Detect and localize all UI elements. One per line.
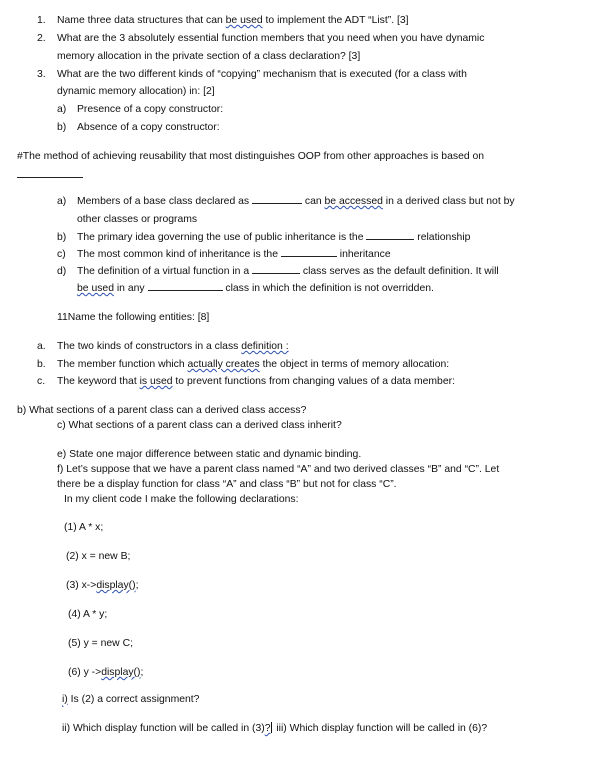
question-f-line1: f) Let’s suppose that we have a parent class named “A” and two derived classes “B” and “C”. Let: [57, 464, 500, 475]
q11-title: 11Name the following entities: [8]: [57, 312, 210, 323]
q11-a-underlined: definition :: [241, 341, 289, 352]
q11-a-text: The two kinds of constructors in a class definition :: [57, 341, 289, 352]
question-ii-iii: ii) Which display function will be called in (3)? iii) Which display function will be called in (6)?: [62, 723, 488, 734]
fill-d-underlined: be used: [77, 283, 114, 294]
q11-c-mark: c.: [37, 376, 46, 387]
question-b: b) What sections of a parent class can a derived class access?: [17, 405, 307, 416]
q3-line1: What are the two different kinds of “copying” mechanism that is executed (for a class with: [57, 69, 467, 80]
q1-underlined: be used: [225, 15, 263, 26]
question-f-line2: there be a display function for class “A” and class “B” but not for class “C”.: [57, 479, 397, 490]
fill-d-mark: d): [57, 266, 67, 277]
q11-c-text: The keyword that is used to prevent functions from changing values of a data member:: [57, 376, 455, 387]
q3-a-text: Presence of a copy constructor:: [77, 104, 224, 115]
fill-d-blank1: [252, 265, 300, 274]
fill-b-blank: [366, 231, 414, 240]
q11-a-mark: a.: [37, 341, 46, 352]
fill-c-blank: [281, 248, 337, 257]
question-e: e) State one major difference between static and dynamic binding.: [57, 449, 362, 460]
fill-d-blank2: [148, 282, 223, 291]
q11-c-underlined: is used: [139, 376, 173, 387]
question-ii-underlined: ?: [264, 723, 271, 734]
fill-c-text: The most common kind of inheritance is the inheritance: [77, 249, 391, 260]
fill-a-underlined: be accessed: [324, 196, 383, 207]
q11-b-underlined: actually creates: [187, 359, 260, 370]
question-i: i) Is (2) a correct assignment?: [62, 694, 200, 705]
oop-question: #The method of achieving reusability that most distinguishes OOP from other approaches is based on: [17, 151, 485, 162]
fill-a-blank: [252, 195, 302, 204]
q2-number: 2.: [37, 33, 46, 44]
code-line-4: (4) A * y;: [68, 609, 108, 620]
q11-b-mark: b.: [37, 359, 46, 370]
code-line-6: (6) y ->display();: [68, 667, 144, 678]
q2-line2: memory allocation in the private section of a class declaration? [3]: [57, 51, 361, 62]
fill-a-line2: other classes or programs: [77, 214, 198, 225]
code-line-2: (2) x = new B;: [66, 551, 131, 562]
fill-c-mark: c): [57, 249, 66, 260]
fill-d-line2: be used in any class in which the definition is not overridden.: [77, 283, 434, 294]
fill-b-mark: b): [57, 232, 67, 243]
q1-text: Name three data structures that can be used to implement the ADT “List”. [3]: [57, 15, 409, 26]
question-c: c) What sections of a parent class can a derived class inherit?: [57, 420, 342, 431]
q11-b-text: The member function which actually creates the object in terms of memory allocation:: [57, 359, 450, 370]
oop-answer-blank: [17, 177, 83, 178]
code-line-3: (3) x->display();: [66, 580, 139, 591]
fill-a-line1: Members of a base class declared as can be accessed in a derived class but not by: [77, 196, 515, 207]
code-line-1: (1) A * x;: [64, 522, 104, 533]
fill-b-text: The primary idea governing the use of public inheritance is the relationship: [77, 232, 471, 243]
q3-b-text: Absence of a copy constructor:: [77, 122, 220, 133]
question-f-line3: In my client code I make the following declarations:: [64, 494, 299, 505]
question-i-mark: i): [62, 694, 68, 705]
fill-a-mark: a): [57, 196, 67, 207]
code-line-3-underlined: display(): [96, 580, 136, 591]
q2-line1: What are the 3 absolutely essential function members that you need when you have dynamic: [57, 33, 485, 44]
q3-a-mark: a): [57, 104, 67, 115]
fill-d-line1: The definition of a virtual function in a class serves as the default definition. It will: [77, 266, 499, 277]
q3-number: 3.: [37, 69, 46, 80]
q3-line2: dynamic memory allocation) in: [2]: [57, 86, 215, 97]
q3-b-mark: b): [57, 122, 67, 133]
code-line-5: (5) y = new C;: [68, 638, 133, 649]
code-line-6-underlined: display(): [101, 667, 141, 678]
q1-number: 1.: [37, 15, 46, 26]
